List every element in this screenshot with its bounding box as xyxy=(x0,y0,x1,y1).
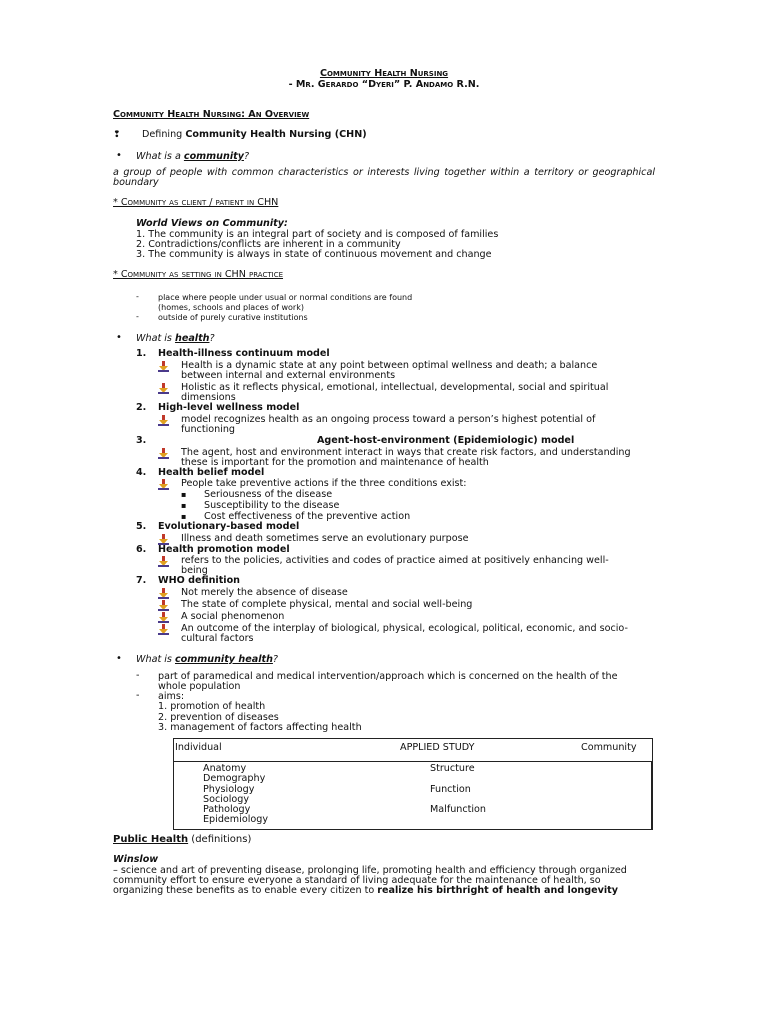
arrow-bullet-icon xyxy=(158,448,169,459)
model-desc: cultural factors xyxy=(181,633,254,644)
world-view-item: 1. The community is an integral part of society and is composed of families xyxy=(136,229,499,240)
table-col-individual: Individual xyxy=(175,742,222,753)
table-mid-item: Function xyxy=(430,784,471,795)
bullet-dot-icon: • xyxy=(116,332,122,343)
model-desc: The state of complete physical, mental and social well-being xyxy=(181,599,473,610)
model-number: 3. xyxy=(136,435,147,446)
dash-bullet: - xyxy=(136,690,140,701)
arrow-bullet-icon xyxy=(158,588,169,599)
arrow-bullet-icon xyxy=(158,415,169,426)
model-desc: refers to the policies, activities and codes of practice aimed at positively enhancing well- xyxy=(181,555,609,566)
table-left-item: Physiology xyxy=(203,784,255,795)
model-title: Health-illness continuum model xyxy=(158,348,330,359)
community-health-definition: whole population xyxy=(158,681,241,692)
model-desc: Holistic as it reflects physical, emotional, intellectual, developmental, social and spiritual xyxy=(181,382,609,393)
question-community: What is a community? xyxy=(136,151,250,162)
table-left-item: Epidemiology xyxy=(203,814,268,825)
arrow-bullet-icon xyxy=(158,624,169,635)
world-views-title: World Views on Community: xyxy=(136,218,288,229)
model-desc: between internal and external environments xyxy=(181,370,396,381)
model-number: 7. xyxy=(136,575,147,586)
model-desc: A social phenomenon xyxy=(181,611,285,622)
setting-item: (homes, schools and places of work) xyxy=(158,303,304,312)
sub-item: Seriousness of the disease xyxy=(204,489,333,500)
winslow-label: Winslow xyxy=(113,854,159,865)
arrow-bullet-icon xyxy=(158,361,169,372)
model-desc: The agent, host and environment interact in ways that create risk factors, and understanding xyxy=(181,447,631,458)
table-right-divider xyxy=(651,761,652,829)
table-mid-item: Malfunction xyxy=(430,804,487,815)
aim-item: 3. management of factors affecting health xyxy=(158,722,362,733)
table-left-item: Pathology xyxy=(203,804,251,815)
community-definition: a group of people with common characteristics or interests living together within a territory or geographical boundary xyxy=(113,167,655,189)
square-bullet-icon: ▪ xyxy=(181,501,187,510)
world-view-item: 3. The community is always in state of continuous movement and change xyxy=(136,249,492,260)
model-desc: An outcome of the interplay of biological, physical, ecological, political, economic, and socio- xyxy=(181,623,628,634)
sub-item: Cost effectiveness of the preventive action xyxy=(204,511,411,522)
model-desc: model recognizes health as an ongoing process toward a person’s highest potential of xyxy=(181,414,596,425)
aim-item: 1. promotion of health xyxy=(158,701,266,712)
model-title: Evolutionary-based model xyxy=(158,521,300,532)
community-as-client-heading: * Community as client / patient in CHN xyxy=(113,197,279,208)
document-author: - Mr. Gerardo “Dyeri” P. Andamo R.N. xyxy=(288,79,480,90)
model-title: High-level wellness model xyxy=(158,402,300,413)
aim-item: 2. prevention of diseases xyxy=(158,712,279,723)
table-left-item: Anatomy xyxy=(203,763,247,774)
model-desc: functioning xyxy=(181,424,236,435)
document-title: Community Health Nursing xyxy=(319,68,449,79)
question-health: What is health? xyxy=(136,333,215,344)
model-number: 2. xyxy=(136,402,147,413)
community-as-setting-heading: * Community as setting in CHN practice xyxy=(113,269,284,280)
square-bullet-icon: ▪ xyxy=(181,490,187,499)
table-left-item: Sociology xyxy=(203,794,250,805)
setting-item: place where people under usual or normal conditions are found xyxy=(158,293,413,302)
model-desc: these is important for the promotion and maintenance of health xyxy=(181,457,489,468)
model-title: WHO definition xyxy=(158,575,241,586)
arrow-bullet-icon xyxy=(158,383,169,394)
model-title: Health belief model xyxy=(158,467,265,478)
model-desc: dimensions xyxy=(181,392,236,403)
winslow-definition: community effort to ensure everyone a standard of living adequate for the maintenance of health, so xyxy=(113,875,601,886)
model-desc: People take preventive actions if the three conditions exist: xyxy=(181,478,467,489)
bullet-dot-icon: • xyxy=(116,653,122,664)
arrow-bullet-icon xyxy=(158,556,169,567)
winslow-definition: organizing these benefits as to enable every citizen to realize his birthright of health and longevity xyxy=(113,885,619,896)
overview-heading: Community Health Nursing: An Overview xyxy=(113,109,310,120)
arrow-bullet-icon xyxy=(158,600,169,611)
square-bullet-icon: ▪ xyxy=(181,512,187,521)
section-bullet-icon: ❢ xyxy=(113,130,121,140)
model-title: Agent-host-environment (Epidemiologic) model xyxy=(317,435,575,446)
dash-bullet: - xyxy=(136,292,139,301)
aims-label: aims: xyxy=(158,691,185,702)
community-health-definition: part of paramedical and medical intervention/approach which is concerned on the health of the xyxy=(158,671,618,682)
world-view-item: 2. Contradictions/conflicts are inherent in a community xyxy=(136,239,401,250)
table-col-community: Community xyxy=(581,742,637,753)
model-number: 1. xyxy=(136,348,147,359)
dash-bullet: - xyxy=(136,312,139,321)
question-community-health: What is community health? xyxy=(136,654,278,665)
model-title: Health promotion model xyxy=(158,544,290,555)
arrow-bullet-icon xyxy=(158,479,169,490)
public-health-heading: Public Health (definitions) xyxy=(113,834,252,845)
model-number: 4. xyxy=(136,467,147,478)
table-col-applied-study: APPLIED STUDY xyxy=(400,742,475,753)
table-left-item: Demography xyxy=(203,773,266,784)
sub-item: Susceptibility to the disease xyxy=(204,500,340,511)
table-mid-item: Structure xyxy=(430,763,475,774)
model-desc: being xyxy=(181,565,208,576)
setting-item: outside of purely curative institutions xyxy=(158,313,308,322)
defining-line: Defining Community Health Nursing (CHN) xyxy=(142,129,367,140)
model-desc: Not merely the absence of disease xyxy=(181,587,348,598)
arrow-bullet-icon xyxy=(158,612,169,623)
winslow-definition: – science and art of preventing disease, prolonging life, promoting health and efficiency through organized xyxy=(113,865,627,876)
model-desc: Health is a dynamic state at any point between optimal wellness and death; a balance xyxy=(181,360,598,371)
table-header-divider xyxy=(174,761,652,762)
model-desc: Illness and death sometimes serve an evolutionary purpose xyxy=(181,533,469,544)
dash-bullet: - xyxy=(136,670,140,681)
bullet-dot-icon: • xyxy=(116,150,122,161)
model-number: 5. xyxy=(136,521,147,532)
model-number: 6. xyxy=(136,544,147,555)
